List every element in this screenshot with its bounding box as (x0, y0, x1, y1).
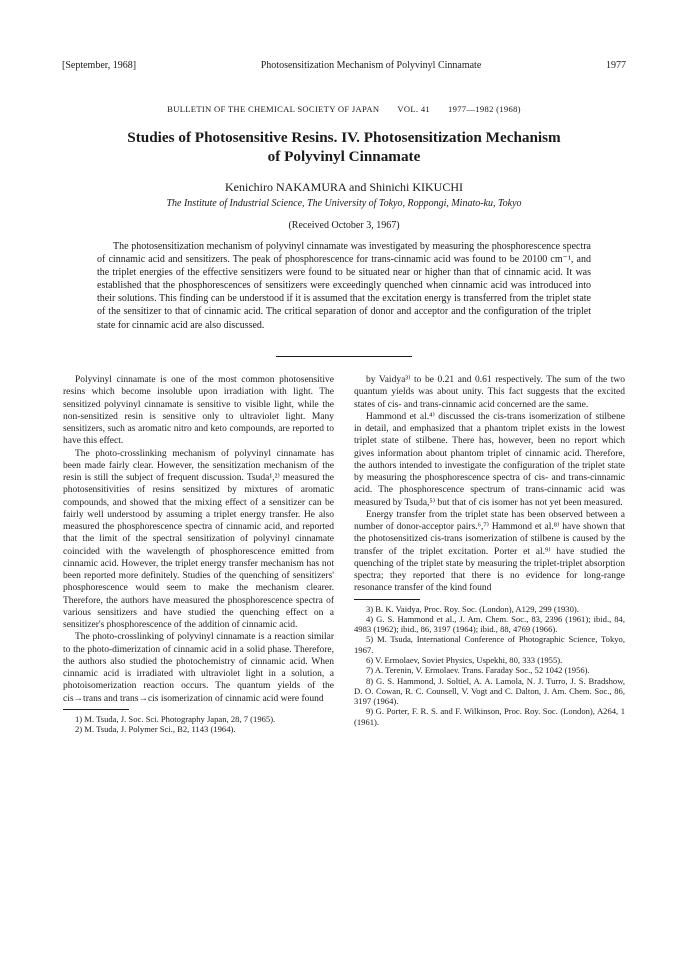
footnote: 7) A. Terenin, V. Ermolaev. Trans. Faraday Soc., 52 1042 (1956). (366, 665, 590, 676)
abstract: The photosensitization mechanism of polyvinyl cinnamate was investigated by measuring the phosphorescence spectra of cinnamic acid and sensitizers. The peak of phosphorescence for trans-cinnamic acid was found to be 20100 cm⁻¹, and the triplet energies of the effective sensitizers were found to be situated near or higher than that of cinnamic acid. It was established that the phosphorescences of sensitizers were exceedingly quenched when cinnamic acid was introduced into their solutions. This finding can be understood if it is assumed that the excitation energy is transferred from the triplet state of the sensitizer to that of cinnamic acid. The critical separation of donor and acceptor and the configuration of the triplet state for cinnamic acid are also discussed. (97, 241, 591, 331)
body-paragraph: Polyvinyl cinnamate is one of the most common photosensitive resins which become insoluble upon irradiation with light. The sensitized polyvinyl cinnamate is sensitive to visible light, while the non-sensitized resin is sensitive only to ultraviolet light. Many sensitizers, such as aromatic nitro and keto compounds, are reported to have this effect. (63, 375, 334, 447)
running-head-date: [September, 1968] (62, 60, 137, 71)
footnote: 3) B. K. Vaidya, Proc. Roy. Soc. (London), A129, 299 (1930). (366, 603, 579, 614)
footnote: 6) V. Ermolaev, Soviet Physics, Uspekhi, 80, 333 (1955). (366, 654, 563, 665)
page-number: 1977 (605, 60, 626, 71)
footnote: 1) M. Tsuda, J. Soc. Sci. Photography Japan, 28, 7 (1965). (75, 713, 276, 724)
body-paragraph: Energy transfer from the triplet state has been observed between a number of donor-acceptor pairs.⁶,⁷⁾ Hammond et al.⁸⁾ have shown that the photosensitized cis-trans isomerization of stilbene is caused by the transfer of the triplet excitation. Porter et al.⁹⁾ have studied the quenching of the triplet state by measuring the triplet-triplet absorption spectra; they reported that there is no evidence for long-range resonance transfer of the kind found (354, 509, 625, 594)
body-paragraph: by Vaidya³⁾ to be 0.21 and 0.61 respectively. The sum of the two quantum yields was about unity. This fact suggests that the excited states of cis- and trans-cinnamic acid concerned are the same. (354, 375, 625, 410)
running-head (62, 60, 626, 71)
body-paragraph: The photo-crosslinking mechanism of polyvinyl cinnamate has been made fairly clear. However, the sensitization mechanism of the resin is still the subject of frequent discussion. Tsuda¹,²⁾ measured the photosensitivities of resins sensitized by mixtures of aromatic compounds, and showed that the mixing effect of a sensitizer can be fairly well understood by assuming a triplet energy transfer. He also measured the phosphorescence spectra of cinnamic acid, and reported that the limit of the spectral sensitization of polyvinyl cinnamate coincided with the wavelength of phosphorescence emitted from cinnamic acid. However, the triplet energy transfer mechanism has not been reported more definitely. Studies of the quenching of sensitizers' phosphorescence would seem to make the mechanism clearer. Therefore, the authors have measured the phosphorescence spectra of various sensitizers and have studied the quenching effect on a sensitizer's phosphorescence of the addition of cinnamic acid. (63, 448, 334, 630)
footnote: 4) G. S. Hammond et al., J. Am. Chem. Soc., 83, 2396 (1961); ibid., 84, 4983 (1962); ibid., 86, 3197 (1964); ibid., 88, 4769 (1966). (354, 613, 625, 635)
author-list: Kenichiro NAKAMURA and Shinichi KIKUCHI (225, 180, 463, 194)
footnote-divider (63, 709, 129, 710)
right-column (354, 374, 625, 727)
body-paragraph: The photo-crosslinking of polyvinyl cinnamate is a reaction similar to the photo-dimerization of cinnamic acid in a solid phase. Therefore, the authors also studied the photochemistry of cinnamic acid. When cinnamic acid is irradiated with ultraviolet light in a solution, a photoisomerization reaction occurs. The quantum yields of the cis→trans and trans→cis isomerization of cinnamic acid were found (63, 632, 334, 704)
left-column (63, 374, 334, 734)
article-title (40, 128, 648, 166)
title-line-1: Studies of Photosensitive Resins. IV. Photosensitization Mechanism (127, 129, 561, 146)
received-date: (Received October 3, 1967) (288, 220, 400, 231)
footnote: 8) G. S. Hammond, J. Soltiel, A. A. Lamola, N. J. Turro, J. S. Bradshow, D. O. Cowan, R. C. Counsell, V. Vogt and C. Dalton, J. Am. Chem. Soc., 86, 3197 (1964). (354, 675, 625, 707)
affiliation: The Institute of Industrial Science, The University of Tokyo, Roppongi, Minato-ku, Tokyo (166, 198, 522, 209)
footnote: 5) M. Tsuda, International Conference of Photographic Science, Tokyo, 1967. (354, 634, 625, 655)
footnote-divider (354, 599, 420, 600)
journal-name: BULLETIN OF THE CHEMICAL SOCIETY OF JAPAN (167, 104, 380, 114)
title-line-2: of Polyvinyl Cinnamate (267, 148, 421, 165)
journal-citation-line (0, 104, 688, 114)
footnote: 2) M. Tsuda, J. Polymer Sci., B2, 1143 (1964). (75, 724, 236, 735)
journal-pages: 1977—1982 (1968) (448, 104, 521, 114)
body-paragraph: Hammond et al.⁴⁾ discussed the cis-trans isomerization of stilbene in detail, and emphasized that a phantom triplet exists in the lowest triplet state of stilbene. There has, however, been no report which gives information about phantom triplet of cinnamic acid. Therefore, the authors intended to investigate the configuration of the triplet state by measuring the phosphorescence spectra of cis- and trans-cinnamic acid. The phosphorescence spectrum of trans-cinnamic acid was measured by Tsuda,⁵⁾ but that of cis isomer has not yet been measured. (354, 411, 625, 508)
section-divider (276, 356, 412, 357)
journal-volume: VOL. 41 (397, 104, 431, 114)
running-head-title: Photosensitization Mechanism of Polyvinyl Cinnamate (260, 60, 482, 71)
footnote: 9) G. Porter, F. R. S. and F. Wilkinson, Proc. Roy. Soc. (London), A264, 1 (1961). (354, 706, 625, 727)
